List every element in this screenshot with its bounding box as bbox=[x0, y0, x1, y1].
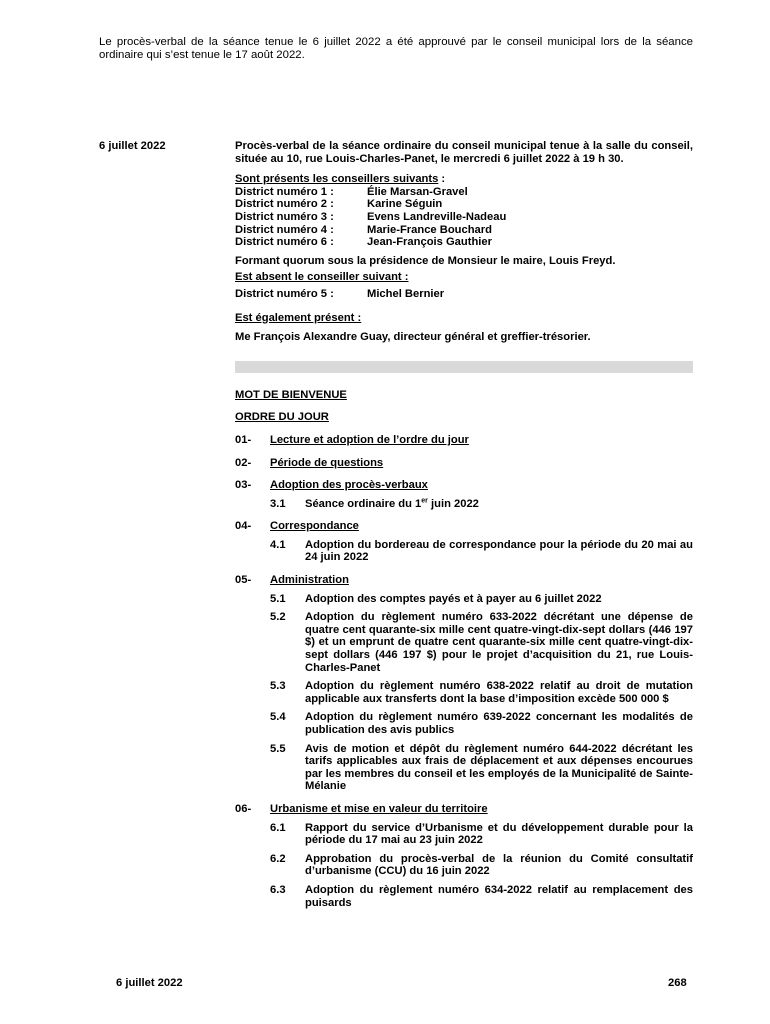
member-row bbox=[235, 224, 693, 237]
agenda-subitem-text: Adoption du règlement numéro 634-2022 relatif au remplacement des puisards bbox=[305, 883, 693, 909]
agenda-subitem-text: Rapport du service d’Urbanisme et du développement durable pour la période du 17 mai au 23 juin 2022 bbox=[305, 821, 693, 847]
minutes-body bbox=[235, 140, 693, 909]
agenda-item-number: 06- bbox=[235, 802, 252, 815]
minutes-title: Procès-verbal de la séance ordinaire du conseil municipal tenue à la salle du conseil, située au 10, rue Louis-Charles-Panet, le mercredi 6 juillet 2022 à 19 h 30. bbox=[235, 140, 693, 165]
agenda-subitem-number: 4.1 bbox=[270, 538, 286, 551]
agenda-subitem-text: Adoption du règlement numéro 639-2022 concernant les modalités de publication des avis publics bbox=[305, 711, 693, 736]
agenda-subitem-number: 5.3 bbox=[270, 680, 286, 693]
district-label: District numéro 4 : bbox=[235, 223, 334, 236]
agenda-item-title: Administration bbox=[270, 574, 349, 587]
footer-date: 6 juillet 2022 bbox=[116, 977, 183, 989]
agenda-subitem bbox=[235, 743, 693, 793]
agenda-subitem-text-part: juin 2022 bbox=[427, 497, 479, 510]
margin-date: 6 juillet 2022 bbox=[99, 140, 166, 152]
also-present-text: Me François Alexandre Guay, directeur général et greffier-trésorier. bbox=[235, 331, 591, 344]
member-name: Michel Bernier bbox=[367, 287, 445, 300]
agenda-item-number: 02- bbox=[235, 456, 252, 469]
agenda-subitem bbox=[235, 680, 693, 705]
present-label bbox=[235, 173, 693, 186]
absent-label: Est absent le conseiller suivant : bbox=[235, 271, 409, 284]
agenda-item bbox=[235, 434, 693, 447]
member-name: Jean-François Gauthier bbox=[367, 236, 492, 249]
agenda-subitem-text: Avis de motion et dépôt du règlement numéro 644-2022 décrétant les tarifs applicables aux frais de déplacement et aux dépenses encourues par les membres du conseil et les employés de la Municipalité de Sainte-Mélanie bbox=[305, 742, 693, 793]
agenda-subitem bbox=[235, 884, 693, 909]
section-divider-band bbox=[235, 361, 693, 373]
agenda-subitem-text bbox=[305, 498, 693, 511]
member-row bbox=[235, 186, 693, 199]
agenda-item bbox=[235, 803, 693, 816]
agenda-subitem-text-part: Séance ordinaire du 1 bbox=[305, 497, 422, 510]
agenda-subitem bbox=[235, 539, 693, 564]
member-name: Marie-France Bouchard bbox=[367, 223, 492, 236]
district-label: District numéro 6 : bbox=[235, 236, 334, 249]
district-label: District numéro 3 : bbox=[235, 210, 334, 223]
agenda-item bbox=[235, 457, 693, 470]
member-row bbox=[235, 211, 693, 224]
agenda-subitem bbox=[235, 822, 693, 847]
agenda-subitem bbox=[235, 593, 693, 606]
absent-row bbox=[235, 288, 693, 301]
agenda-list bbox=[235, 434, 693, 909]
district-label: District numéro 1 : bbox=[235, 185, 334, 198]
agenda-subitem-text: Adoption du règlement numéro 638-2022 relatif au droit de mutation applicable aux transferts dont la base d’imposition excède 500 000 $ bbox=[305, 680, 693, 705]
agenda-subitem bbox=[235, 611, 693, 674]
agenda-subitem bbox=[235, 498, 693, 511]
agenda-subitem bbox=[235, 711, 693, 736]
agenda-item-number: 01- bbox=[235, 433, 252, 446]
present-label-colon: : bbox=[438, 173, 446, 186]
also-present-label: Est également présent : bbox=[235, 311, 362, 324]
member-row bbox=[235, 198, 693, 211]
welcome-heading: MOT DE BIENVENUE bbox=[235, 388, 347, 401]
member-name: Evens Landreville-Nadeau bbox=[367, 210, 507, 223]
agenda-subitem-number: 6.3 bbox=[270, 883, 286, 896]
present-members-list bbox=[235, 186, 693, 249]
agenda-subitem bbox=[235, 853, 693, 878]
agenda-subitem-number: 5.5 bbox=[270, 742, 286, 755]
agenda-subitem-number: 5.2 bbox=[270, 611, 286, 624]
agenda-subitem-number: 3.1 bbox=[270, 497, 286, 510]
page-number: 268 bbox=[668, 977, 687, 989]
agenda-item-title: Période de questions bbox=[270, 456, 384, 469]
member-name: Karine Séguin bbox=[367, 198, 443, 211]
agenda-item bbox=[235, 479, 693, 492]
district-label: District numéro 2 : bbox=[235, 198, 334, 211]
agenda-item-title: Correspondance bbox=[270, 520, 359, 533]
ordinal-superscript: er bbox=[421, 496, 428, 504]
agenda-item bbox=[235, 574, 693, 587]
agenda-subitem-number: 5.1 bbox=[270, 592, 286, 605]
agenda-item-title: Adoption des procès-verbaux bbox=[270, 479, 428, 492]
agenda-subitem-text: Adoption des comptes payés et à payer au 6 juillet 2022 bbox=[305, 592, 602, 605]
member-name: Élie Marsan-Gravel bbox=[367, 185, 468, 198]
agenda-item-title: Lecture et adoption de l’ordre du jour bbox=[270, 433, 469, 446]
agenda-item bbox=[235, 520, 693, 533]
agenda-subitem-text: Adoption du règlement numéro 633-2022 décrétant une dépense de quatre cent quarante-six mille cent quatre-vingt-dix-sept dollars (446 197 $) et un emprunt de quatre cent quarante-six mille cent quatre-vingt-dix-sept dollars (446 197 $) pour le projet d’acquisition du 21, rue Louis-Charles-Panet bbox=[305, 611, 693, 674]
agenda-item-number: 03- bbox=[235, 479, 252, 492]
agenda-item-number: 04- bbox=[235, 520, 252, 533]
agenda-item-number: 05- bbox=[235, 574, 252, 587]
agenda-subitem-text: Approbation du procès-verbal de la réunion du Comité consultatif d’urbanisme (CCU) du 16 juin 2022 bbox=[305, 852, 693, 878]
agenda-subitem-number: 6.1 bbox=[270, 821, 286, 834]
present-label-text: Sont présents les conseillers suivants bbox=[235, 173, 439, 186]
member-row bbox=[235, 236, 693, 249]
agenda-subitem-number: 5.4 bbox=[270, 711, 286, 724]
agenda-subitem-text: Adoption du bordereau de correspondance pour la période du 20 mai au 24 juin 2022 bbox=[305, 538, 693, 564]
agenda-item-title: Urbanisme et mise en valeur du territoire bbox=[270, 802, 488, 815]
district-label: District numéro 5 : bbox=[235, 287, 334, 300]
agenda-subitem-number: 6.2 bbox=[270, 852, 286, 865]
agenda-heading: ORDRE DU JOUR bbox=[235, 411, 329, 424]
approval-note: Le procès-verbal de la séance tenue le 6 juillet 2022 a été approuvé par le conseil municipal lors de la séance ordinaire qui s’est tenue le 17 août 2022. bbox=[99, 36, 693, 61]
quorum-statement: Formant quorum sous la présidence de Monsieur le maire, Louis Freyd. bbox=[235, 254, 616, 267]
